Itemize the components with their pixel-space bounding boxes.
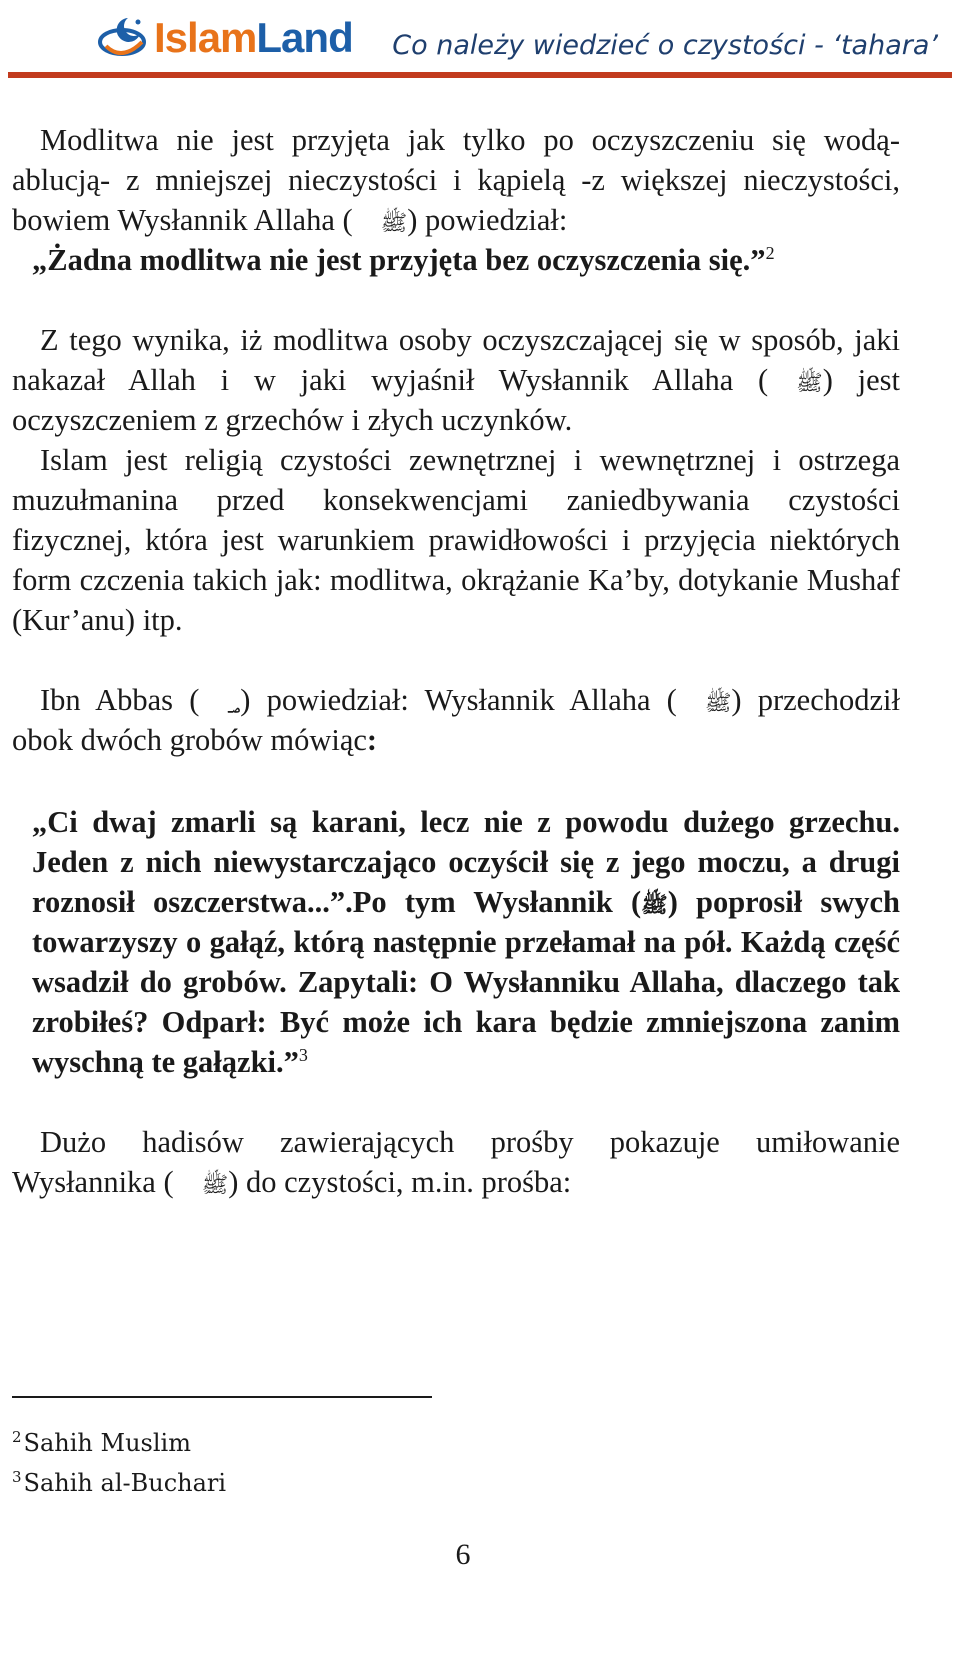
p1-line3b: ) powiedział:: [407, 203, 568, 237]
footnote-divider: [12, 1396, 432, 1398]
islamland-logo[interactable]: [98, 8, 353, 68]
paragraph-5: [12, 1122, 900, 1202]
p4-colon: :: [366, 723, 378, 757]
footnote-ref-2[interactable]: 2: [765, 242, 775, 263]
spacer: [12, 1082, 900, 1122]
pbuh-icon: ﷺ: [201, 1172, 229, 1197]
p4-text-c: ) przechodził obok dwóch grobów mówiąc: [12, 683, 900, 757]
quote-1-text: „Żadna modlitwa nie jest przyjęta bez oczyszczenia się.”: [32, 243, 766, 277]
spacer: [12, 280, 900, 320]
p4-text-a: Ibn Abbas (: [40, 683, 200, 717]
paragraph-1: [12, 120, 900, 240]
paragraph-4: [12, 680, 900, 760]
quote-2-text-b: ) poprosił swych towarzyszy o gałąź, którą następnie przełamał na pół. Każdą część wsadził do grobów. Zapytali: O Wysłanniku Allaha, dlaczego tak zrobiłeś? Odparł: Być może ich kara będzie zmniejszona zanim wyschną te gałązki.”: [32, 885, 900, 1079]
pbuh-icon: ﷺ: [641, 892, 668, 917]
page-body: [12, 120, 900, 1202]
quote-2-text-a: „Ci dwaj zmarli są karani, lecz nie z powodu dużego grzechu. Jeden z nich niewystarczająco oczyścił się z jego moczu, a drugi roznosił oszczerstwa...”.Po tym Wysłannik (: [32, 805, 900, 919]
pbuh-icon: ﷺ: [704, 690, 732, 715]
spacer: [12, 760, 900, 802]
footnote-item: [12, 1420, 226, 1460]
p1-line2: wodą- ablucją- z mniejszej nieczystości i kąpielą -z większej: [12, 123, 901, 197]
footnote-number: 2: [12, 1428, 22, 1446]
p1-line1: Modlitwa nie jest przyjęta jak tylko po oczyszczeniu się: [40, 123, 806, 157]
p5-text-b: ) do czystości, m.in. prośba:: [228, 1165, 572, 1199]
p1-line3a: nieczystości, bowiem Wysłannik Allaha (: [12, 163, 901, 237]
footnote-text: Sahih al-Buchari: [23, 1469, 227, 1497]
globe-crescent-icon: [98, 12, 150, 64]
hadith-quote-2: [12, 802, 900, 1082]
pbuh-icon: ﷺ: [796, 370, 823, 395]
page-number: 6: [455, 1538, 471, 1571]
logo-text-land: Land: [256, 14, 353, 61]
header-divider: [8, 72, 952, 78]
p2-text-b: ) jest oczyszczeniem z grzechów i złych uczynków.: [12, 363, 900, 437]
footnotes: [12, 1420, 226, 1500]
footnote-number: 3: [12, 1468, 22, 1486]
pbuh-icon: ﷺ: [380, 210, 408, 235]
p4-text-b: ) powiedział: Wysłannik Allaha (: [240, 683, 677, 717]
paragraph-3: Islam jest religią czystości zewnętrznej i wewnętrznej i ostrzega muzułmanina przed konsekwencjami zaniedbywania czystości fizycznej, która jest warunkiem prawidłowości i przyjęcia niektórych form czczenia takich jak: modlitwa, okrążanie Ka’by, dotykanie Mushaf (Kur’anu) itp.: [12, 443, 900, 637]
running-title: Co należy wiedzieć o czystości - ‘tahara’: [392, 30, 938, 61]
logo-text-islam: Islam: [154, 14, 257, 61]
footnote-item: [12, 1460, 226, 1500]
page-header: [0, 0, 960, 90]
p2-text-a: Z tego wynika, iż modlitwa osoby oczyszczającej się w sposób, jaki nakazał Allah i w jaki wyjaśnił Wysłannik Allaha (: [12, 323, 900, 397]
footnote-ref-3[interactable]: 3: [298, 1044, 308, 1065]
p5-text-a: Dużo hadisów zawierających prośby pokazuje umiłowanie Wysłannika (: [12, 1125, 900, 1199]
hadith-quote-1: [12, 240, 900, 280]
logo-wordmark: [154, 14, 353, 62]
radiallahu-anhu-icon: ؃: [227, 690, 241, 715]
paragraph-2: [12, 320, 900, 440]
spacer: [12, 640, 900, 680]
footnote-text: Sahih Muslim: [23, 1429, 191, 1457]
